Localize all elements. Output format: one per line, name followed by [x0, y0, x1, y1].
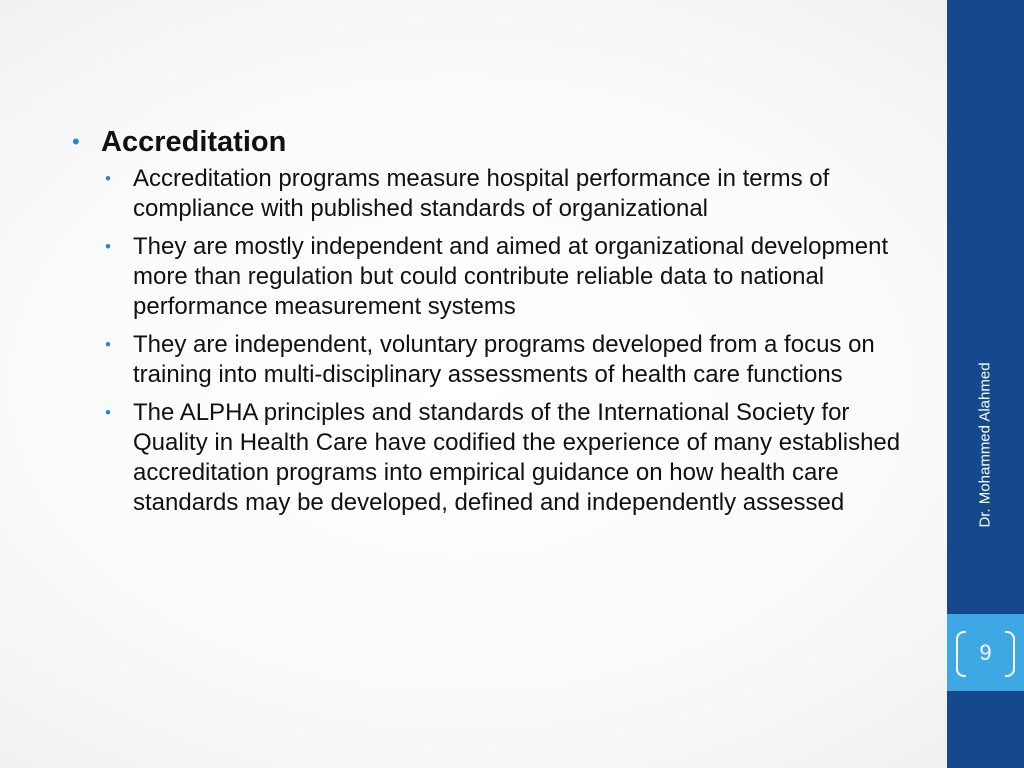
bullet-list — [72, 164, 902, 518]
list-item — [105, 398, 902, 518]
bullet-icon: • — [105, 403, 111, 422]
heading-bullet-item — [72, 120, 902, 164]
page-number-box — [947, 614, 1024, 691]
bullet-text: Accreditation programs measure hospital performance in terms of compliance with published standards of organizational — [133, 165, 830, 222]
bullet-icon: • — [105, 237, 111, 256]
slide-heading: Accreditation — [101, 126, 287, 158]
page-number: 9 — [979, 640, 992, 665]
list-item — [105, 164, 902, 224]
slide-content — [72, 120, 902, 526]
bullet-icon: • — [105, 335, 111, 354]
list-item — [105, 330, 902, 390]
bullet-text: The ALPHA principles and standards of the International Society for Quality in Health Care have codified the experience of many established accreditation programs into empirical guidance on how health care standards may be developed, defined and independently assessed — [133, 399, 901, 516]
bullet-icon: • — [72, 129, 80, 154]
author-label: Dr. Mohammed Alahmed — [976, 362, 994, 528]
bullet-icon: • — [105, 169, 111, 188]
bullet-text: They are mostly independent and aimed at organizational development more than regulation but could contribute reliable data to national performance measurement systems — [133, 233, 889, 320]
bullet-text: They are independent, voluntary programs developed from a focus on training into multi-disciplinary assessments of health care functions — [133, 331, 875, 388]
list-item — [105, 232, 902, 322]
